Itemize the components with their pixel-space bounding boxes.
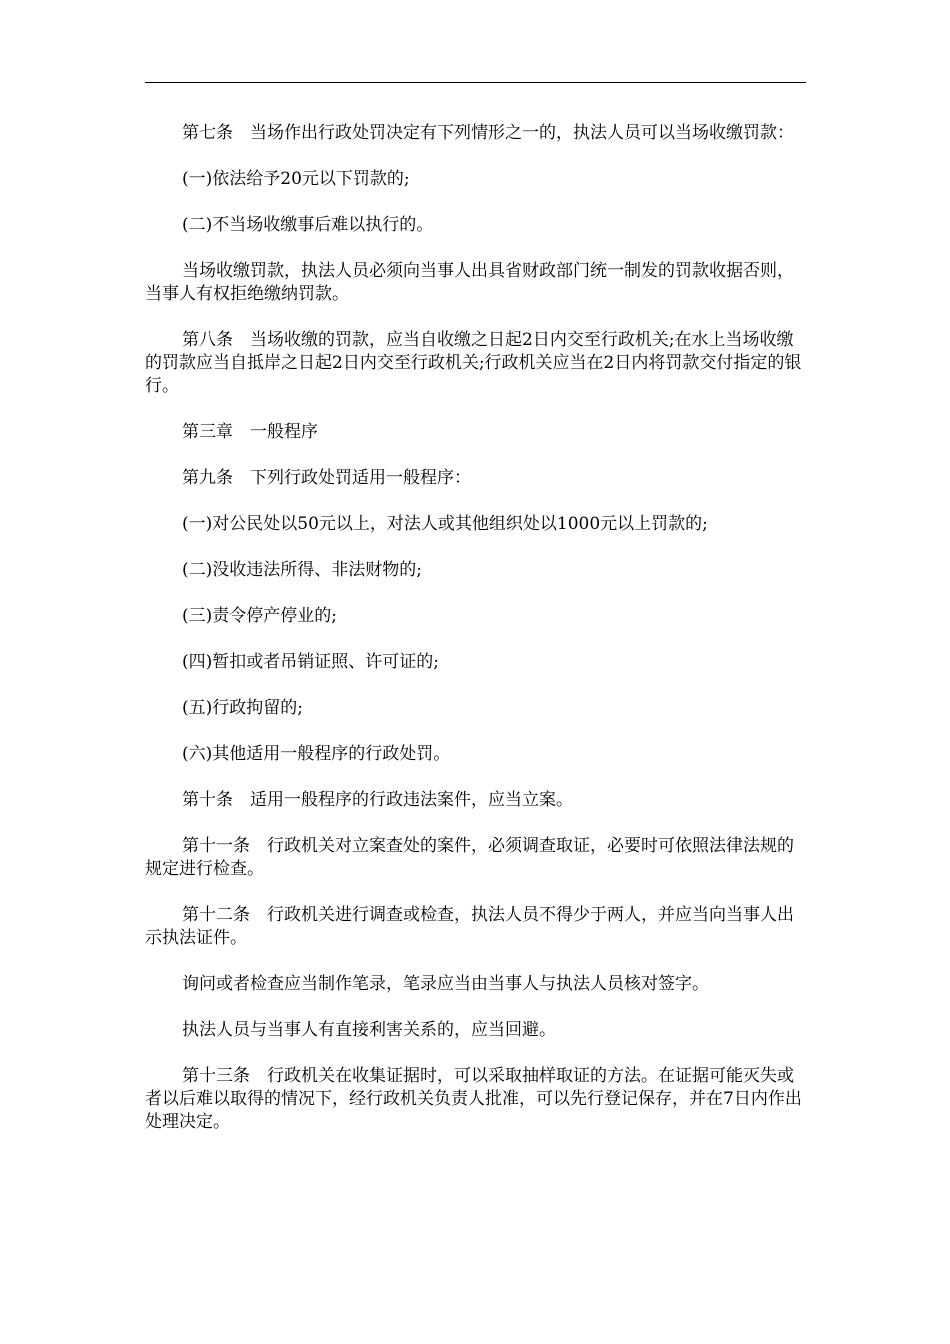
paragraph-item: (三)责令停产停业的; [182, 606, 337, 626]
paragraph: 当场收缴罚款，执法人员必须向当事人出具省财政部门统一制发的罚款收据否则，当事人有权拒绝缴纳罚款。 [145, 261, 794, 304]
paragraph: 询问或者检查应当制作笔录，笔录应当由当事人与执法人员核对签字。 [182, 974, 709, 994]
header-rule [145, 82, 806, 83]
paragraph-article-10: 第十条 适用一般程序的行政违法案件，应当立案。 [182, 790, 573, 810]
paragraph-article-11: 第十一条 行政机关对立案查处的案件，必须调查取证，必要时可依照法律法规的规定进行检查。 [145, 836, 794, 879]
paragraph-item: (六)其他适用一般程序的行政处罚。 [182, 744, 451, 764]
paragraph-article-8: 第八条 当场收缴的罚款，应当自收缴之日起2日内交至行政机关;在水上当场收缴的罚款应当自抵岸之日起2日内交至行政机关;行政机关应当在2日内将罚款交付指定的银行。 [145, 330, 802, 396]
paragraph-article-9: 第九条 下列行政处罚适用一般程序： [182, 468, 471, 488]
paragraph-item: (四)暂扣或者吊销证照、许可证的; [182, 652, 439, 672]
paragraph: 执法人员与当事人有直接利害关系的，应当回避。 [182, 1020, 556, 1040]
document-body [145, 122, 809, 1157]
paragraph-item: (二)不当场收缴事后难以执行的。 [182, 215, 434, 235]
paragraph-item: (二)没收违法所得、非法财物的; [182, 560, 422, 580]
paragraph-article-12: 第十二条 行政机关进行调查或检查，执法人员不得少于两人，并应当向当事人出示执法证件。 [145, 905, 794, 948]
paragraph-item: (一)依法给予20元以下罚款的; [182, 169, 410, 189]
paragraph-article-7: 第七条 当场作出行政处罚决定有下列情形之一的，执法人员可以当场收缴罚款： [182, 123, 794, 143]
chapter-heading: 第三章 一般程序 [182, 422, 318, 442]
paragraph-item: (一)对公民处以50元以上，对法人或其他组织处以1000元以上罚款的; [182, 514, 708, 534]
paragraph-item: (五)行政拘留的; [182, 698, 303, 718]
paragraph-article-13: 第十三条 行政机关在收集证据时，可以采取抽样取证的方法。在证据可能灭失或者以后难以取得的情况下，经行政机关负责人批准，可以先行登记保存，并在7日内作出处理决定。 [145, 1066, 802, 1132]
